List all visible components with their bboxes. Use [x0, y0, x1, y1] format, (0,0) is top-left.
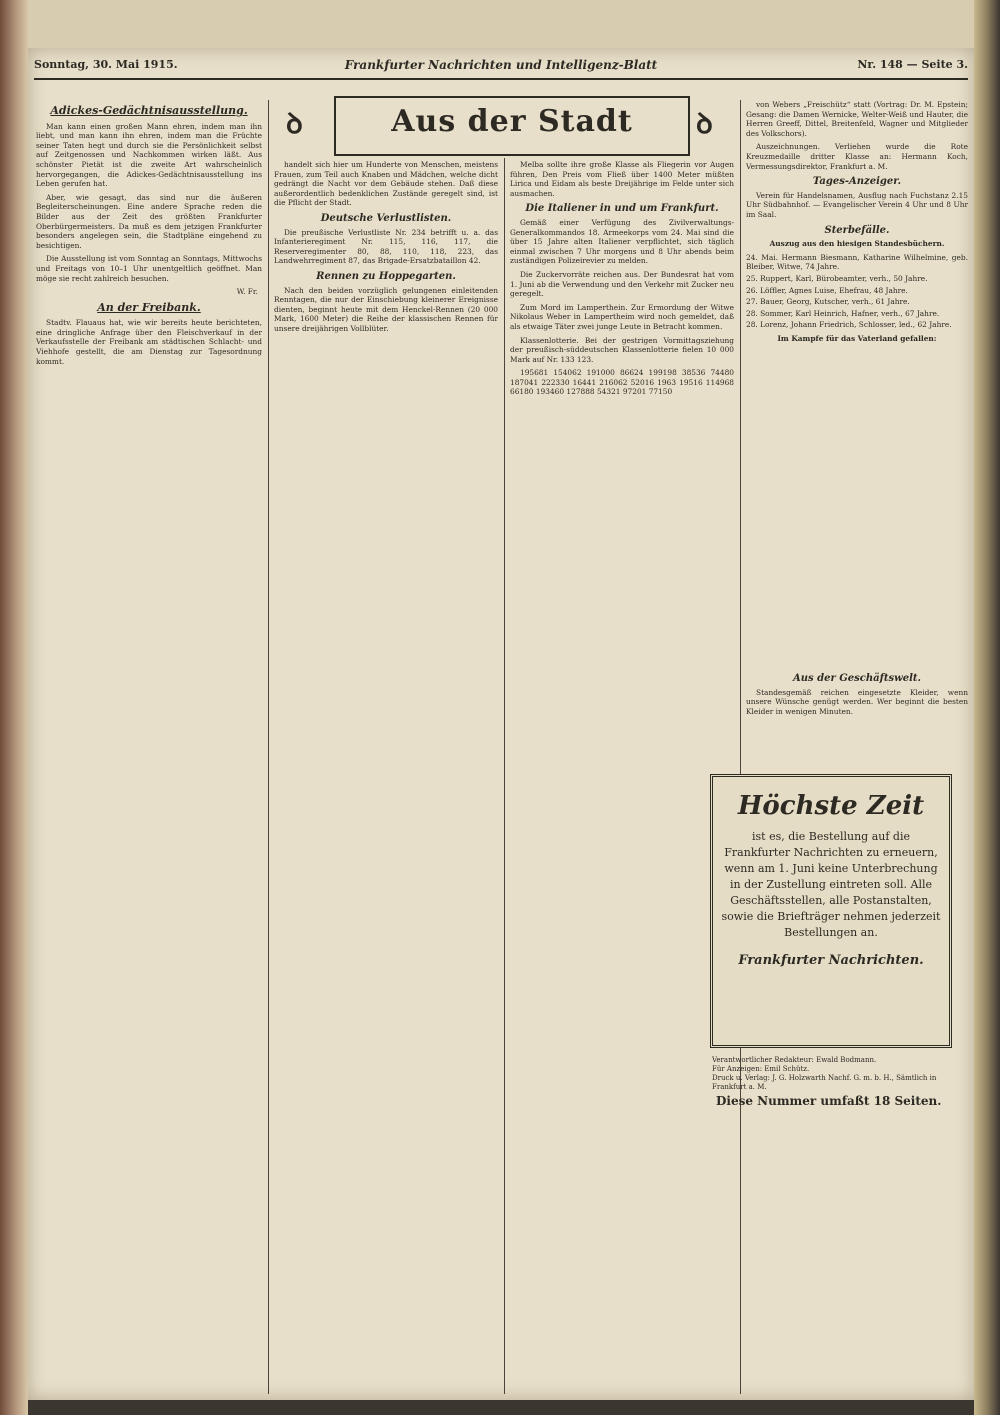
ad-brand: Frankfurter Nachrichten.	[738, 953, 924, 968]
column-separator	[740, 100, 741, 1394]
deaths-list	[746, 253, 968, 330]
column-4-lower	[746, 668, 968, 760]
article-title: Tages-Anzeiger.	[812, 176, 902, 188]
header-rule	[34, 78, 968, 80]
imprint-printer: Druck u. Verlag: J. G. Holzwarth Nachf. G. m. b. H., Sämtlich in Frankfurt a. M.	[712, 1074, 937, 1091]
list-item: 26. Löffler, Agnes Luise, Ehefrau, 48 Jahre.	[746, 285, 908, 295]
column-4	[746, 100, 968, 650]
list-item: 28. Lorenz, Johann Friedrich, Schlosser, led., 62 Jahre.	[746, 320, 952, 330]
header-paper-name: Frankfurter Nachrichten und Intelligenz-Blatt	[344, 58, 658, 72]
article-title: An der Freibank.	[97, 300, 201, 314]
article-title: Die Italiener in und um Frankfurt.	[525, 203, 719, 215]
article-paragraph: Melba sollte ihre große Klasse als Fliegerin vor Augen führen, Den Preis vom Fließ über 1400 Meter müßten Lirica und Eidam als beste Dreijährige im Felde unter sich ausmachen.	[510, 160, 734, 198]
ad-body: ist es, die Bestellung auf die Frankfurter Nachrichten zu erneuern, wenn am 1. Juni keine Unterbrechung in der Zustellung eintreten soll. Alle Geschäftsstellen, alle Postanstalten, sowie die Briefträger nehmen jederzeit Bestellungen an.	[721, 830, 941, 939]
article-paragraph: Die preußische Verlustliste Nr. 234 betrifft u. a. das Infanterieregiment Nr. 115, 116, 117, die Reserveregimenter 80, 88, 110, 118, 223, das Landwehrregiment 87, das Brigade-Ersatzbataillon 42.	[274, 227, 498, 266]
article-subtitle: Im Kampfe für das Vaterland gefallen:	[777, 333, 937, 343]
header-date: Sonntag, 30. Mai 1915.	[34, 58, 178, 71]
article-paragraph: Standesgemäß reichen eingesetzte Kleider, wenn unsere Wünsche genügt werden. Wer beginnt die besten Kleider in wenigen Minuten.	[746, 687, 968, 716]
column-separator	[504, 158, 505, 1394]
article-title: Rennen zu Hoppegarten.	[316, 270, 456, 282]
article-paragraph: Zum Mord im Lamperthein. Zur Ermordung der Witwe Nikolaus Weber in Lampertheim wird noch gemeldet, daß als etwaige Täter zwei junge Leute in Betracht kommen.	[510, 302, 734, 331]
article-paragraph: Nach den beiden vorzüglich gelungenen einleitenden Renntagen, die nur der Einschiebung kleinerer Ereignisse dienten, beginnt heute mit dem Henckel-Rennen (20 000 Mark, 1600 Meter) die Reihe der klassischen Rennen für unsere dreijährigen Vollblüter.	[274, 285, 498, 333]
article-paragraph: Auszeichnungen. Verliehen wurde die Rote Kreuzmedaille dritter Klasse an: Hermann Koch, Vermessungsdirektor, Frankfurt a. M.	[746, 142, 968, 171]
article-title: Deutsche Verlustlisten.	[320, 212, 452, 224]
article-paragraph: Gemäß einer Verfügung des Zivilverwaltungs-Generalkommandos 18. Armeekorps vom 24. Mai sind die über 15 Jahre alten Italiener verpflichtet, sich täglich einmal zwischen 7 Uhr morgens und 8 Uhr abends beim zuständigen Polizeirevier zu melden.	[510, 217, 734, 266]
article-paragraph: Die Ausstellung ist vom Sonntag an Sonntags, Mittwochs und Freitags von 10–1 Uhr unentgeltlich geöffnet. Man möge sie recht zahlreich besuchen.	[36, 254, 262, 283]
book-binding	[0, 0, 28, 1415]
page-stack-edge	[974, 0, 1000, 1415]
column-separator	[268, 100, 269, 1394]
article-paragraph: handelt sich hier um Hunderte von Menschen, meistens Frauen, zum Teil auch Knaben und Mädchen, welche dicht gedrängt die Nacht vor dem Gebäude stehen. Daß diese außerordentlich bedenklichen Zustände geregelt sind, ist die Pflicht der Stadt.	[274, 160, 498, 208]
subscription-advertisement	[710, 774, 952, 1048]
ornament-left-icon: ꝺ	[286, 107, 303, 140]
section-title: Aus der Stadt	[391, 104, 633, 139]
column-3	[510, 160, 734, 1400]
header-page-number: Nr. 148 — Seite 3.	[857, 58, 968, 71]
page-count-note: Diese Nummer umfaßt 18 Seiten.	[716, 1094, 942, 1108]
imprint-ads: Für Anzeigen: Emil Schütz.	[712, 1065, 810, 1073]
article-paragraph: Stadtv. Flauaus hat, wie wir bereits heute berichteten, eine dringliche Anfrage über den Fleischverkauf in der Verkaufsstelle der Freibank am städtischen Schlacht- und Viehhofe gestellt, die am Dienstag zur Tagesordnung kommt.	[36, 318, 262, 366]
newspaper-page	[28, 48, 974, 1400]
list-item: 24. Mai. Hermann Biesmann, Katharine Wilhelmine, geb. Bleiber, Witwe, 74 Jahre.	[746, 252, 968, 272]
list-item: 28. Sommer, Karl Heinrich, Hafner, verh., 67 Jahre.	[746, 308, 940, 318]
ornament-right-icon: ꝺ	[696, 107, 713, 140]
article-title: Adickes-Gedächtnisausstellung.	[50, 104, 248, 117]
article-paragraph: von Webers „Freischütz“ statt (Vortrag: Dr. M. Epstein; Gesang: die Damen Wernicke, Welter-Weiß und Hauter, die Herren Greeff, Dittel, Breitenfeld, Wagner und Mitglieder des Volkschors).	[746, 100, 968, 138]
imprint-editor: Verantwortlicher Redakteur: Ewald Bodmann.	[712, 1056, 877, 1064]
article-paragraph: Klassenlotterie. Bei der gestrigen Vormittagsziehung der preußisch-süddeutschen Klassenlotterie fielen 10 000 Mark auf Nr. 133 123.	[510, 335, 734, 364]
column-1	[36, 100, 262, 1400]
article-paragraph: Aber, wie gesagt, das sind nur die äußeren Begleiterscheinungen. Eine andere Sprache reden die Bilder aus der Zeit des größten Frankfurter Oberbürgermeisters. Da muß es dem jetzigen Frankfurter besonders angelegen sein, die Stadtpläne eingehend zu besichtigen.	[36, 192, 262, 250]
list-item: 27. Bauer, Georg, Kutscher, verh., 61 Jahre.	[746, 297, 910, 307]
article-signature: W. Fr.	[236, 287, 258, 297]
lottery-numbers: 195681 154062 191000 86624 199198 38536 74480 187041 222330 16441 216062 52016 1963 19516 114968 66180 193460 127888 54321 97201 77150	[510, 368, 734, 397]
article-paragraph: Die Zuckervorräte reichen aus. Der Bundesrat hat vom 1. Juni ab die Verwendung und den Verkehr mit Zucker neu geregelt.	[510, 269, 734, 299]
article-paragraph: Verein für Handelsnamen, Ausflug nach Fuchstanz 2.15 Uhr Südbahnhof. — Evangelischer Verein 4 Uhr und 8 Uhr im Saal.	[746, 190, 968, 219]
article-subtitle: Auszug aus den hiesigen Standesbüchern.	[769, 239, 945, 249]
page-top-background	[0, 0, 1000, 48]
list-item: 25. Ruppert, Karl, Bürobeamter, verh., 50 Jahre.	[746, 273, 928, 283]
column-2	[274, 160, 498, 1400]
section-masthead	[334, 96, 690, 156]
article-title: Sterbefälle.	[824, 224, 890, 236]
page-header	[34, 58, 968, 78]
imprint	[712, 1056, 948, 1092]
article-paragraph: Man kann einen großen Mann ehren, indem man ihn liebt, und man kann ihn ehren, indem man die Früchte seiner Taten hegt und durch sie die Persönlichkeit selbst auf Zeitgenossen und Nachkommen wirken läßt. Aus schönster Pietät ist die zweite Art wahrscheinlich hervorgegangen, die Adickes-Gedächtnisausstellung ins Leben gerufen hat.	[36, 121, 262, 189]
article-title: Aus der Geschäftswelt.	[792, 673, 922, 684]
ad-headline: Höchste Zeit	[737, 791, 925, 821]
